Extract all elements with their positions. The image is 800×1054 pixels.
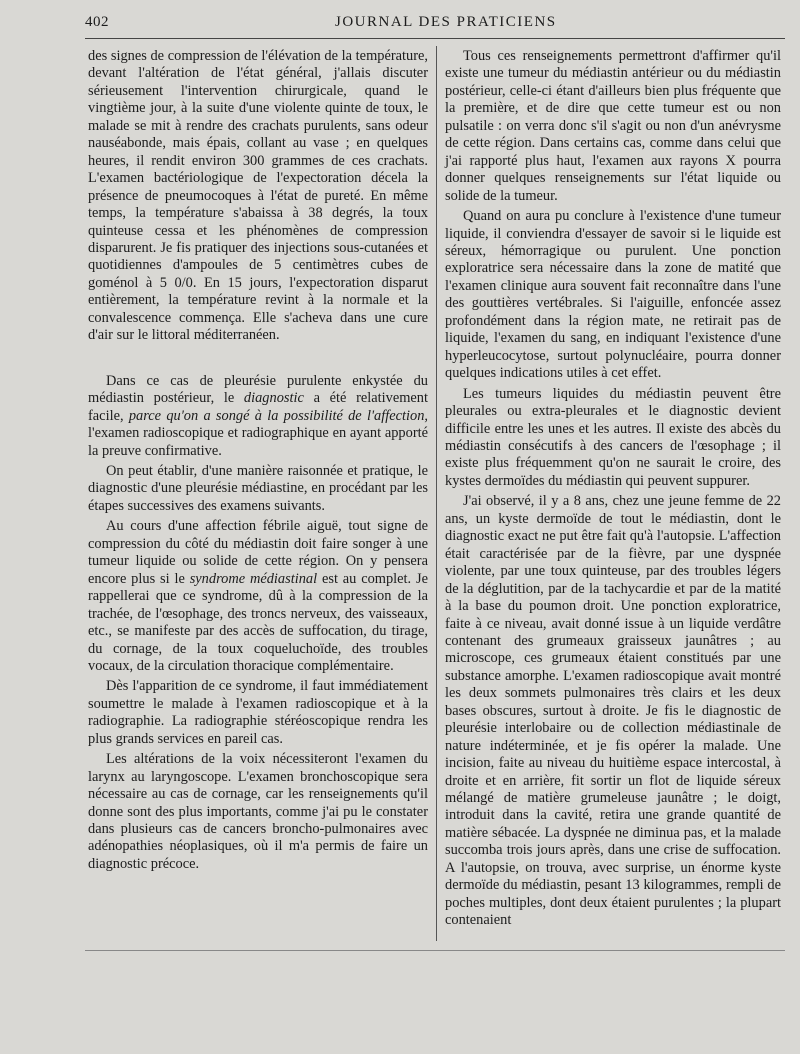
- page-number: 402: [85, 14, 109, 30]
- paragraph: Dès l'apparition de ce syndrome, il faut immédiatement soumettre le malade à l'examen radioscopique et à la radiographie. La radiographie stéréoscopique rendra les plus grands services en pareil cas.: [88, 678, 428, 747]
- paragraph: Quand on aura pu conclure à l'existence d'une tumeur liquide, il conviendra d'essayer de savoir si le liquide est séreux, hémorragique ou purulent. Une ponction exploratrice sera nécessaire dans la zone de matité que l'examen clinique aura souvent fait reconnaître dans l'une des gouttières vertébrales. Si l'aiguille, enfoncée assez profondément dans la région mate, ne retirait pas de liquide, l'examen du sang, en indiquant l'existence d'une hyperleucocytose, surtout polynucléaire, pourra donner quelques indications utiles à cet effet.: [445, 208, 781, 382]
- running-title: JOURNAL DES PRATICIENS: [335, 14, 557, 30]
- page-header: [85, 14, 785, 39]
- right-column: [445, 48, 781, 930]
- paragraph: On peut établir, d'une manière raisonnée et pratique, le diagnostic d'une pleurésie médiastine, en procédant par les étapes successives des examens suivants.: [88, 462, 428, 514]
- paragraph: Les altérations de la voix nécessiteront l'examen du larynx au laryngoscope. L'examen bronchoscopique sera nécessaire au cas de cornage, car les renseignements qu'il donne sont des plus importants, comme j'ai pu le constater dans plusieurs cas de cancers broncho-pulmonaires avec adénopathies néoplasiques, où il m'a permis de faire un diagnostic précoce.: [88, 751, 428, 872]
- paragraph: Au cours d'une affection fébrile aiguë, tout signe de compression du côté du médiastin doit faire songer à une tumeur liquide ou solide de cette région. On y pensera encore plus si le syndrome médiastinal est au complet. Je rappellerai que ce syndrome, dû à la compression de la trachée, de l'œsophage, des troncs nerveux, des vaisseaux, etc., se manifeste par des accès de suffocation, du tirage, du cornage, de la toux coqueluchoïde, des troubles vocaux, de la circulation thoracique complémentaire.: [88, 518, 428, 674]
- column-divider: [436, 46, 437, 941]
- paragraph: Tous ces renseignements permettront d'affirmer qu'il existe une tumeur du médiastin antérieur ou du médiastin postérieur, celle-ci étant d'ailleurs bien plus fréquente que la première, et de dire que cette tumeur est ou non pulsatile : on verra donc s'il s'agit ou non d'un anévrysme de cette région. Dans certains cas, comme dans celui que j'ai rapporté plus haut, l'examen aux rayons X pourra donner quelques renseignements sur l'état liquide ou solide de la tumeur.: [445, 48, 781, 204]
- paragraph: Les tumeurs liquides du médiastin peuvent être pleurales ou extra-pleurales et le diagnostic devient difficile entre les unes et les autres. Il existe des abcès du médiastin consécutifs à des cancers de l'œsophage ; il existe plus fréquemment qu'on ne saurait le croire, des kystes dermoïdes du médiastin qui peuvent suppurer.: [445, 385, 781, 489]
- left-column: [88, 48, 428, 873]
- paragraph: J'ai observé, il y a 8 ans, chez une jeune femme de 22 ans, un kyste dermoïde de tout le médiastin, dont le diagnostic exact ne put être fait qu'à l'autopsie. L'affection était caractérisée par de la fièvre, par une dyspnée violente, par une toux quinteuse, par des troubles légers de la déglutition, par de la tachycardie et par de la matité à la base du poumon droit. Une ponction exploratrice, faite à ce niveau, avait donné issue à un liquide verdâtre contenant des grumeaux graisseux jaunâtres ; au microscope, ces grumeaux étaient constitués par une substance amorphe. L'examen radioscopique avait montré les deux sommets pulmonaires très clairs et les deux bases obscures, surtout à droite. Je fis le diagnostic de pleurésie interlobaire ou de collection médiastinale de nature indéterminée, et je fis opérer la malade. Une incision, faite au niveau du huitième espace intercostal, à droite et en arrière, fit sortir un flot de liquide séreux mélangé de matière grumeleuse jaunâtre ; le doigt, introduit dans la cavité, retira une grande quantité de matière sébacée. La dyspnée ne diminua pas, et la malade succomba trois jours après, dans une crise de suffocation. A l'autopsie, on trouva, avec surprise, un énorme kyste dermoïde du médiastin, pesant 13 kilogrammes, rempli de poches multiples, dont deux étaient purulentes ; la plupart contenaient: [445, 493, 781, 929]
- paragraph: des signes de compression de l'élévation de la température, devant l'altération de l'état général, j'allais discuter sérieusement l'intervention chirurgicale, quand le vingtième jour, à la suite d'une violente quinte de toux, le malade se mit à rendre des crachats purulents, sans odeur nauséabonde, mais épais, collant au vase ; en quelques heures, il rendit environ 300 grammes de ces crachats. L'examen bactériologique de l'expectoration décela la présence de pneumocoques à l'état de pureté. En même temps, la température s'abaissa à 38 degrés, la toux quinteuse cessa et les phénomènes de compression disparurent. Je fis pratiquer des injections sous-cutanées et quotidiennes d'ampoules de 5 centimètres cubes de goménol à 5 0/0. En 15 jours, l'expectoration disparut entièrement, la température revint à la normale et la convalescence commença. Elle s'acheva dans une cure d'air sur le littoral méditerranéen.: [88, 48, 428, 344]
- bottom-rule: [85, 950, 785, 951]
- paragraph: Dans ce cas de pleurésie purulente enkystée du médiastin postérieur, le diagnostic a été relativement facile, parce qu'on a songé à la possibilité de l'affection, l'examen radioscopique et radiographique en ayant apporté la preuve confirmative.: [88, 372, 428, 459]
